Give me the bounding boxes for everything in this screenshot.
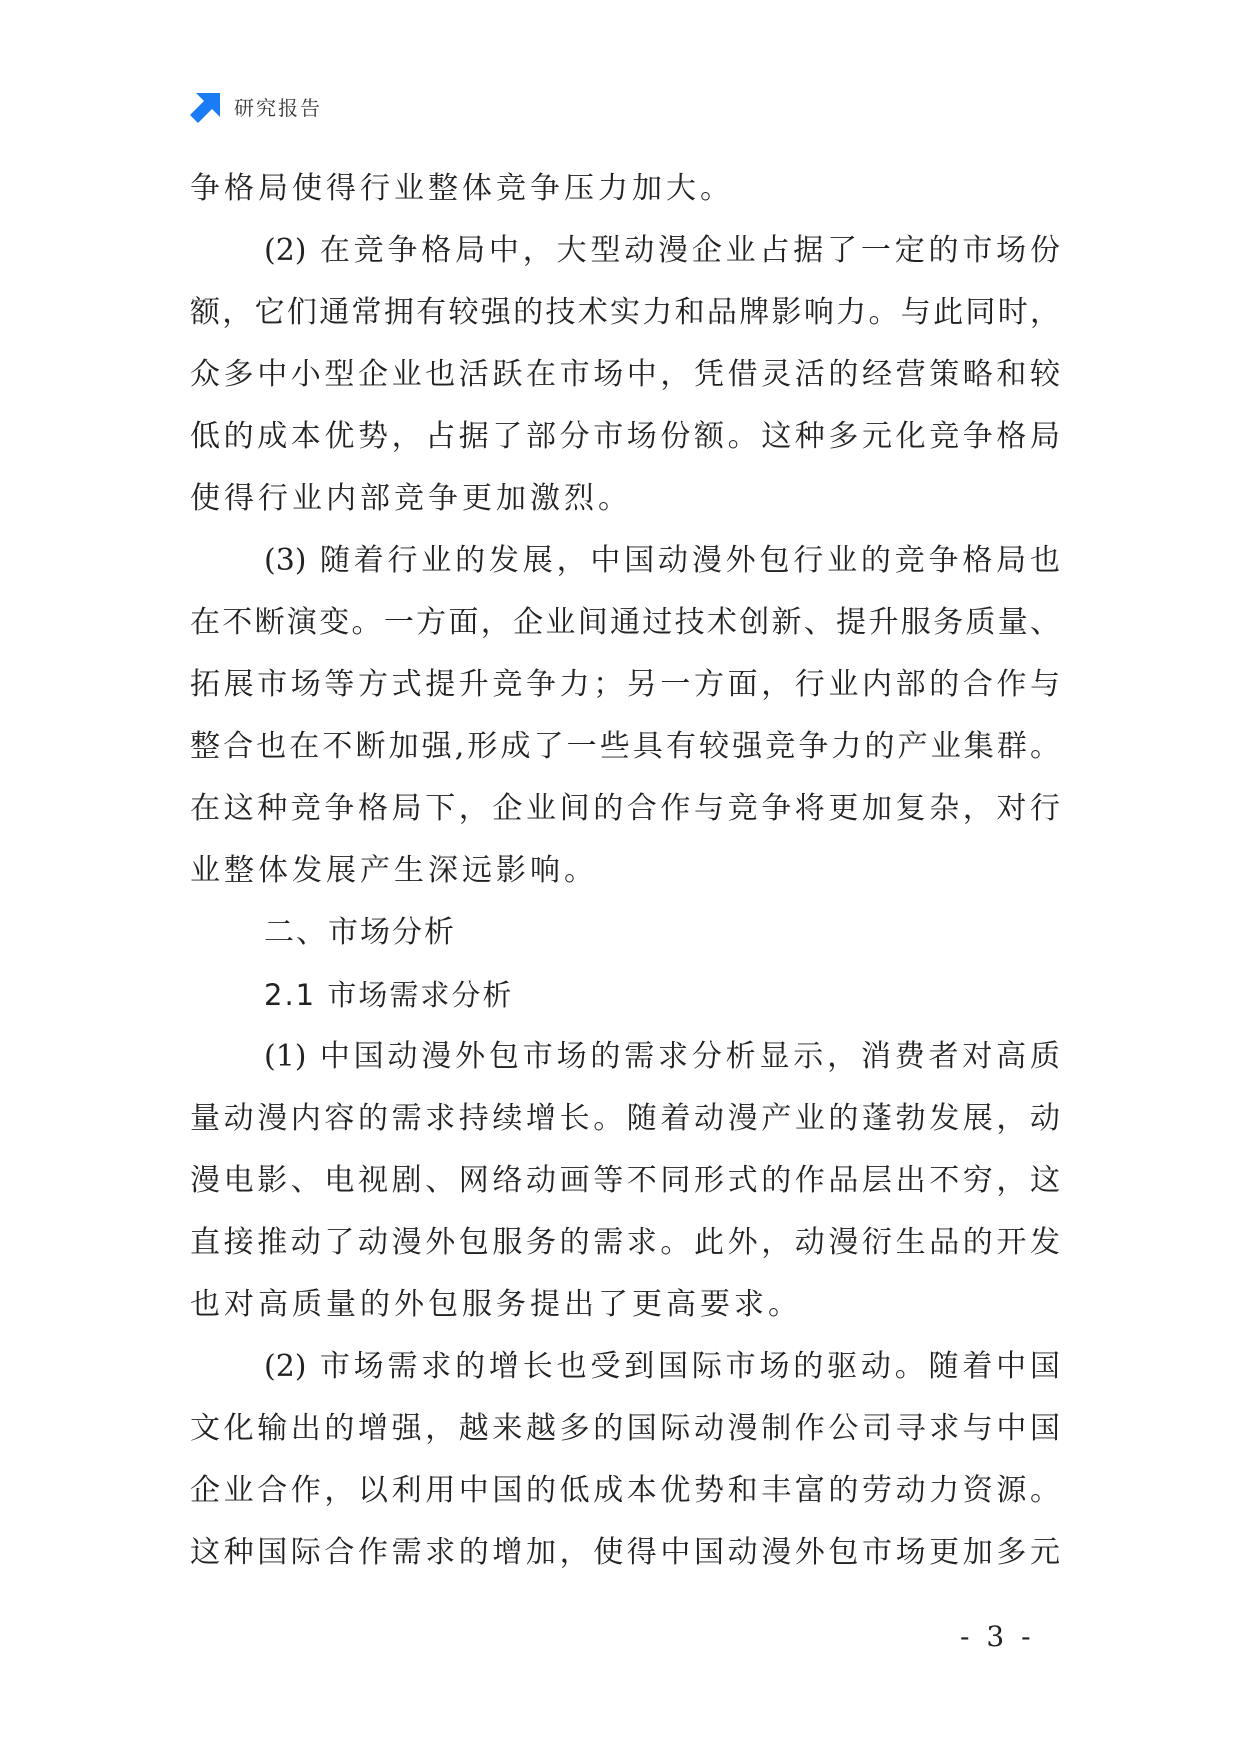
subsection-heading: 2.1 市场需求分析 bbox=[264, 978, 514, 1012]
header-title: 研究报告 bbox=[234, 95, 322, 120]
body-line: 整合也在不断加强,形成了一些具有较强竞争力的产业集群。 bbox=[190, 729, 1060, 764]
body-line: (2) 市场需求的增长也受到国际市场的驱动。随着中国 bbox=[264, 1349, 1060, 1384]
body-line: 使得行业内部竞争更加激烈。 bbox=[190, 481, 632, 516]
body-line: 低的成本优势，占据了部分市场份额。这种多元化竞争格局 bbox=[190, 419, 1060, 454]
report-header bbox=[190, 86, 322, 126]
body-line: 企业合作，以利用中国的低成本优势和丰富的劳动力资源。 bbox=[190, 1473, 1060, 1508]
body-line: 众多中小型企业也活跃在市场中，凭借灵活的经营策略和较 bbox=[190, 357, 1060, 392]
body-line: 业整体发展产生深远影响。 bbox=[190, 853, 598, 888]
body-line: (1) 中国动漫外包市场的需求分析显示，消费者对高质 bbox=[264, 1039, 1060, 1074]
body-line: (3) 随着行业的发展，中国动漫外包行业的竞争格局也 bbox=[264, 543, 1060, 578]
body-line: 在这种竞争格局下，企业间的合作与竞争将更加复杂，对行 bbox=[190, 791, 1060, 826]
body-line: 争格局使得行业整体竞争压力加大。 bbox=[190, 171, 734, 206]
body-line: 这种国际合作需求的增加，使得中国动漫外包市场更加多元 bbox=[190, 1535, 1060, 1570]
body-line: 拓展市场等方式提升竞争力；另一方面，行业内部的合作与 bbox=[190, 667, 1060, 702]
body-line: 直接推动了动漫外包服务的需求。此外，动漫衍生品的开发 bbox=[190, 1225, 1060, 1260]
arrow-logo-icon bbox=[190, 89, 224, 123]
body-line: 文化输出的增强，越来越多的国际动漫制作公司寻求与中国 bbox=[190, 1411, 1060, 1446]
body-line: 额，它们通常拥有较强的技术实力和品牌影响力。与此同时， bbox=[190, 295, 1060, 330]
body-line: 漫电影、电视剧、网络动画等不同形式的作品层出不穷，这 bbox=[190, 1163, 1060, 1198]
document-body bbox=[190, 158, 1060, 1584]
body-line: (2) 在竞争格局中，大型动漫企业占据了一定的市场份 bbox=[264, 233, 1060, 268]
section-heading: 二、市场分析 bbox=[264, 915, 456, 950]
body-line: 量动漫内容的需求持续增长。随着动漫产业的蓬勃发展，动 bbox=[190, 1101, 1060, 1136]
body-line: 在不断演变。一方面，企业间通过技术创新、提升服务质量、 bbox=[190, 605, 1060, 640]
page-number: - 3 - bbox=[960, 1620, 1035, 1653]
body-line: 也对高质量的外包服务提出了更高要求。 bbox=[190, 1287, 802, 1322]
